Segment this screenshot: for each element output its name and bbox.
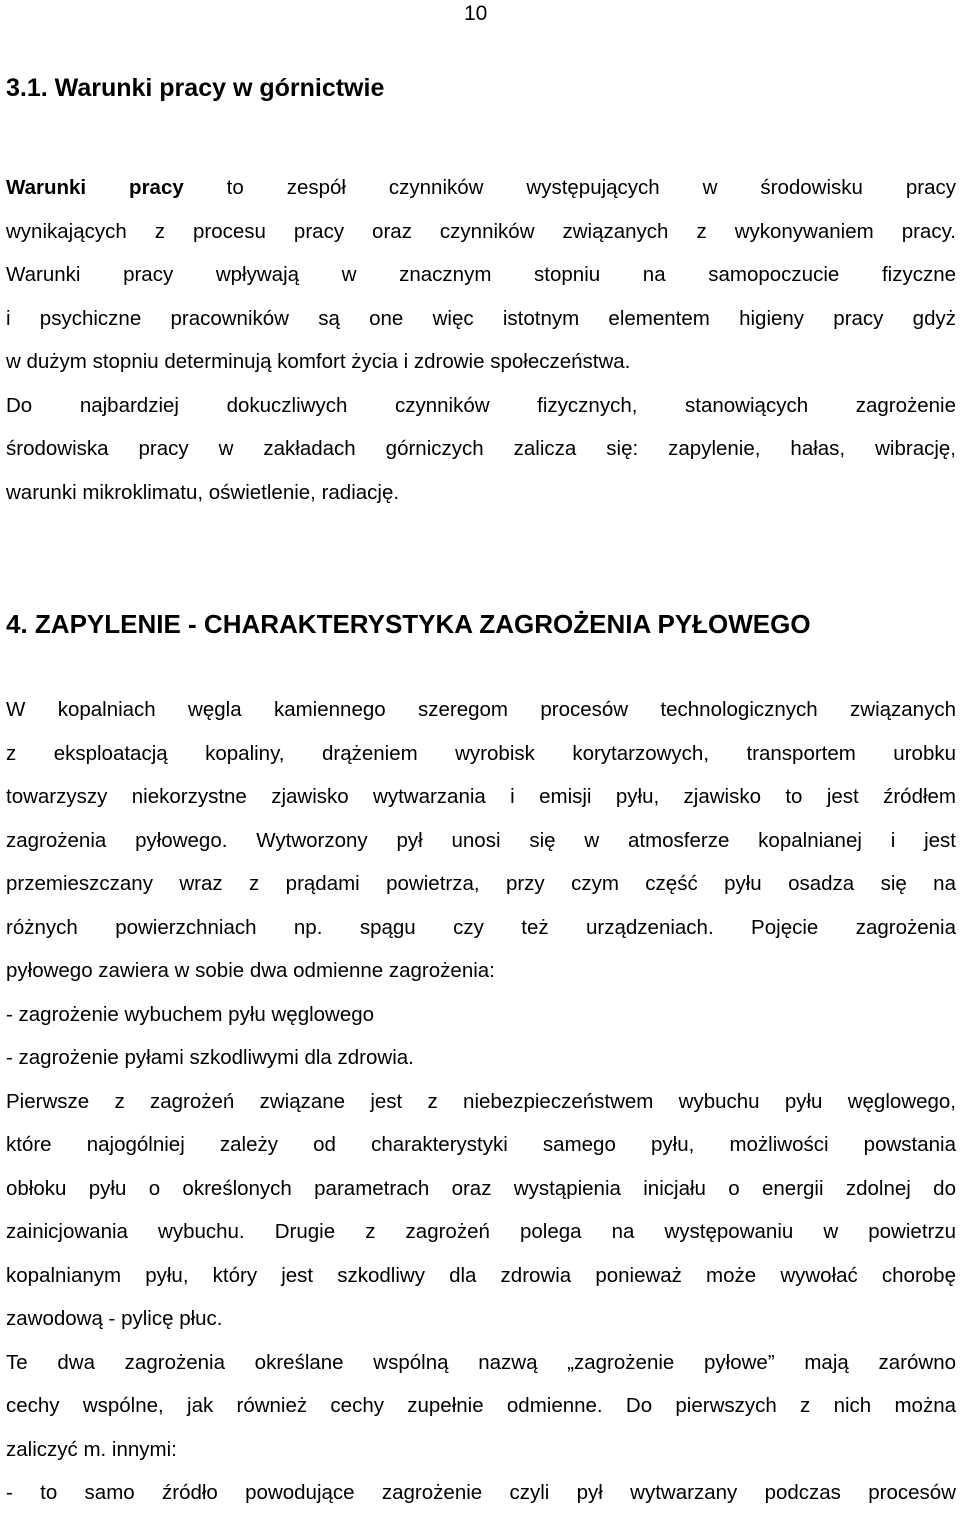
text-line [6, 166, 956, 210]
text-line [6, 688, 956, 732]
text-line [6, 949, 956, 993]
text-line [6, 906, 956, 950]
line-text: zaliczyć m. innymi: [6, 1437, 177, 1461]
line-text: obłoku pyłu o określonych parametrach oraz wystąpienia inicjału o energii zdolnej do [6, 1176, 956, 1200]
text-line [6, 1254, 956, 1298]
text-line [6, 732, 956, 776]
text-line [6, 1384, 956, 1428]
text-line [6, 340, 956, 384]
line-text: towarzyszy niekorzystne zjawisko wytwarzania i emisji pyłu, zjawisko to jest źródłem [6, 785, 956, 808]
section-body [6, 166, 956, 514]
text-line [6, 1428, 956, 1472]
text-line [6, 993, 956, 1037]
line-text: i psychiczne pracowników są one więc istotnym elementem higieny pracy gdyż [6, 306, 956, 330]
line-text: w dużym stopniu determinują komfort życia i zdrowie społeczeństwa. [6, 350, 631, 373]
text-line [6, 1080, 956, 1124]
line-text: cechy wspólne, jak również cechy zupełnie odmienne. Do pierwszych z nich można [6, 1394, 956, 1417]
line-text: zagrożenia pyłowego. Wytworzony pył unosi się w atmosferze kopalnianej i jest [6, 828, 956, 852]
section-title: 3.1. Warunki pracy w górnictwie [6, 74, 385, 102]
line-text: pyłowego zawiera w sobie dwa odmienne zagrożenia: [6, 959, 495, 982]
line-text: W kopalniach węgla kamiennego szeregom procesów technologicznych związanych [6, 698, 956, 721]
text-line [6, 297, 956, 341]
text-line [6, 1036, 956, 1080]
line-text: - zagrożenie pyłami szkodliwymi dla zdrowia. [6, 1046, 414, 1069]
text-line [6, 471, 956, 515]
chapter-body [6, 688, 956, 1515]
line-text: - zagrożenie wybuchem pyłu węglowego [6, 1002, 375, 1026]
line-text: wynikających z procesu pracy oraz czynników związanych z wykonywaniem pracy. [6, 219, 956, 243]
text-line [6, 775, 956, 819]
text-line [6, 1167, 956, 1211]
line-text: przemieszczany wraz z prądami powietrza, przy czym część pyłu osadza się na [6, 872, 956, 895]
line-text: warunki mikroklimatu, oświetlenie, radiację. [6, 480, 400, 504]
line-text: Do najbardziej dokuczliwych czynników fizycznych, stanowiących zagrożenie [6, 393, 956, 417]
text-line [6, 427, 956, 471]
line-text: to zespół czynników występujących w środowisku pracy [183, 176, 956, 199]
line-text: środowiska pracy w zakładach górniczych zalicza się: zapylenie, hałas, wibrację, [6, 437, 956, 460]
text-line [6, 1341, 956, 1385]
text-line [6, 1210, 956, 1254]
line-text: które najogólniej zależy od charakterystyki samego pyłu, możliwości powstania [6, 1133, 956, 1156]
text-line [6, 1471, 956, 1515]
text-line [6, 253, 956, 297]
text-line [6, 862, 956, 906]
text-line [6, 1123, 956, 1167]
page-number: 10 [464, 2, 488, 25]
text-line [6, 1297, 956, 1341]
line-text: - to samo źródło powodujące zagrożenie czyli pył wytwarzany podczas procesów [6, 1481, 956, 1504]
line-text: zawodową - pylicę płuc. [6, 1307, 223, 1330]
line-text: Pierwsze z zagrożeń związane jest z niebezpieczeństwem wybuchu pyłu węglowego, [6, 1089, 956, 1113]
line-text: z eksploatacją kopaliny, drążeniem wyrobisk korytarzowych, transportem urobku [6, 741, 956, 765]
line-text: Warunki pracy wpływają w znacznym stopniu na samopoczucie fizyczne [6, 263, 956, 286]
line-text: różnych powierzchniach np. spągu czy też urządzeniach. Pojęcie zagrożenia [6, 915, 956, 939]
term-bold: Warunki pracy [6, 176, 184, 199]
line-text: Te dwa zagrożenia określane wspólną nazwą „zagrożenie pyłowe” mają zarówno [6, 1350, 956, 1374]
line-text: zainicjowania wybuchu. Drugie z zagrożeń polega na występowaniu w powietrzu [6, 1220, 956, 1243]
text-line [6, 210, 956, 254]
chapter-title: 4. ZAPYLENIE - CHARAKTERYSTYKA ZAGROŻENIA PYŁOWEGO [6, 609, 811, 639]
text-line [6, 819, 956, 863]
text-line [6, 384, 956, 428]
line-text: kopalnianym pyłu, który jest szkodliwy dla zdrowia ponieważ może wywołać chorobę [6, 1263, 956, 1287]
